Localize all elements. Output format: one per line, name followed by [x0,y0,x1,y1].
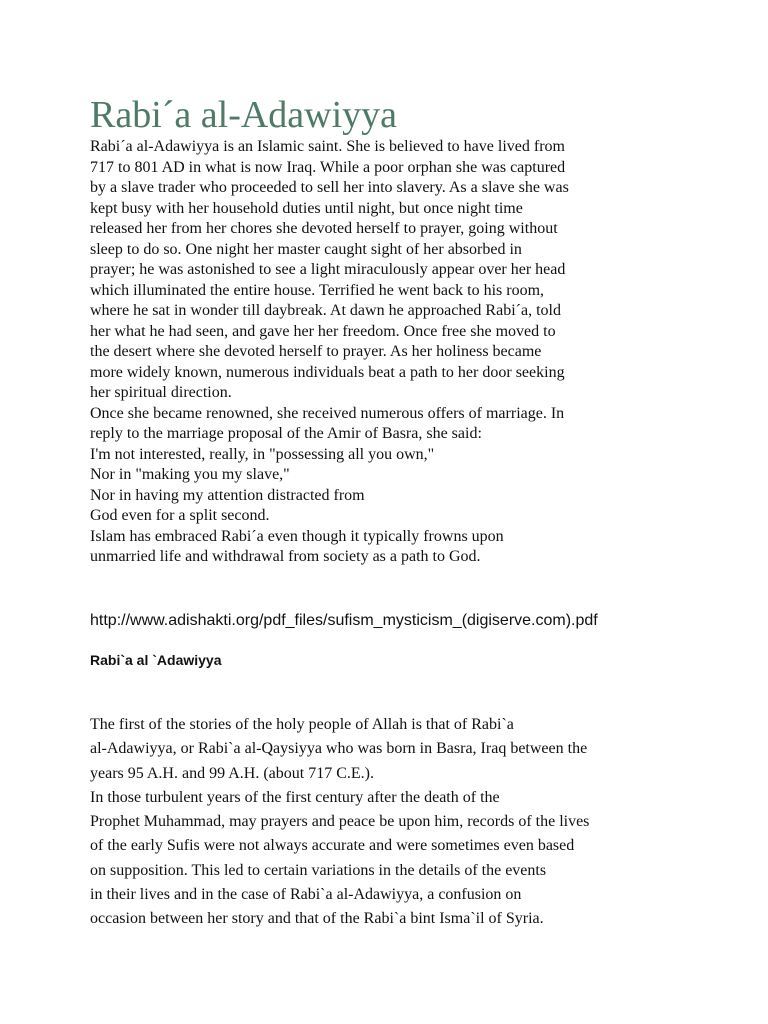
page-title: Rabi´a al-Adawiyya [90,94,398,136]
source-url: http://www.adishakti.org/pdf_files/sufism_mysticism_(digiserve.com).pdf [90,612,598,629]
text-line: Prophet Muhammad, may prayers and peace be upon him, records of the lives [90,813,590,831]
text-line: which illuminated the entire house. Terrified he went back to his room, [90,281,545,299]
text-line: Islam has embraced Rabi´a even though it typically frowns upon [90,527,504,545]
text-line: occasion between her story and that of the Rabi`a bint Isma`il of Syria. [90,910,544,928]
text-line: Once she became renowned, she received numerous offers of marriage. In [90,404,565,422]
text-line: on supposition. This led to certain variations in the details of the events [90,861,547,879]
poem-line: God even for a split second. [90,507,270,524]
text-line: kept busy with her household duties until night, but once night time [90,199,523,217]
text-line: released her from her chores she devoted herself to prayer, going without [90,220,558,237]
text-line: where he sat in wonder till daybreak. At dawn he approached Rabi´a, told [90,302,561,319]
poem-line: Nor in "making you my slave," [90,466,290,483]
text-line: unmarried life and withdrawal from society as a path to God. [90,548,481,565]
poem-line: I'm not interested, really, in "possessing all you own," [90,445,435,463]
text-line: by a slave trader who proceeded to sell her into slavery. As a slave she was [90,179,569,196]
text-line: Rabi´a al-Adawiyya is an Islamic saint. She is believed to have lived from [90,138,565,155]
text-line: The first of the stories of the holy people of Allah is that of Rabi`a [90,716,514,733]
text-line: al-Adawiyya, or Rabi`a al-Qaysiyya who was born in Basra, Iraq between the [90,740,588,758]
text-line: her what he had seen, and gave her her freedom. Once free she moved to [90,322,556,340]
text-line: prayer; he was astonished to see a light miraculously appear over her head [90,261,566,278]
intro-paragraph [90,137,650,568]
section-heading: Rabi`a al `Adawiyya [90,652,222,668]
poem-line: Nor in having my attention distracted from [90,486,365,504]
text-line: the desert where she devoted herself to prayer. As her holiness became [90,343,542,360]
text-line: In those turbulent years of the first century after the death of the [90,788,500,806]
text-line: sleep to do so. One night her master caught sight of her absorbed in [90,240,522,258]
text-line: of the early Sufis were not always accurate and were sometimes even based [90,837,575,855]
text-line: in their lives and in the case of Rabi`a al-Adawiyya, a confusion on [90,886,522,904]
text-line: more widely known, numerous individuals beat a path to her door seeking [90,363,565,381]
text-line: 717 to 801 AD in what is now Iraq. While a poor orphan she was captured [90,158,566,176]
text-line: years 95 A.H. and 99 A.H. (about 717 C.E.). [90,764,374,782]
text-line: her spiritual direction. [90,384,232,401]
story-paragraph [90,713,690,932]
text-line: reply to the marriage proposal of the Amir of Basra, she said: [90,425,482,442]
